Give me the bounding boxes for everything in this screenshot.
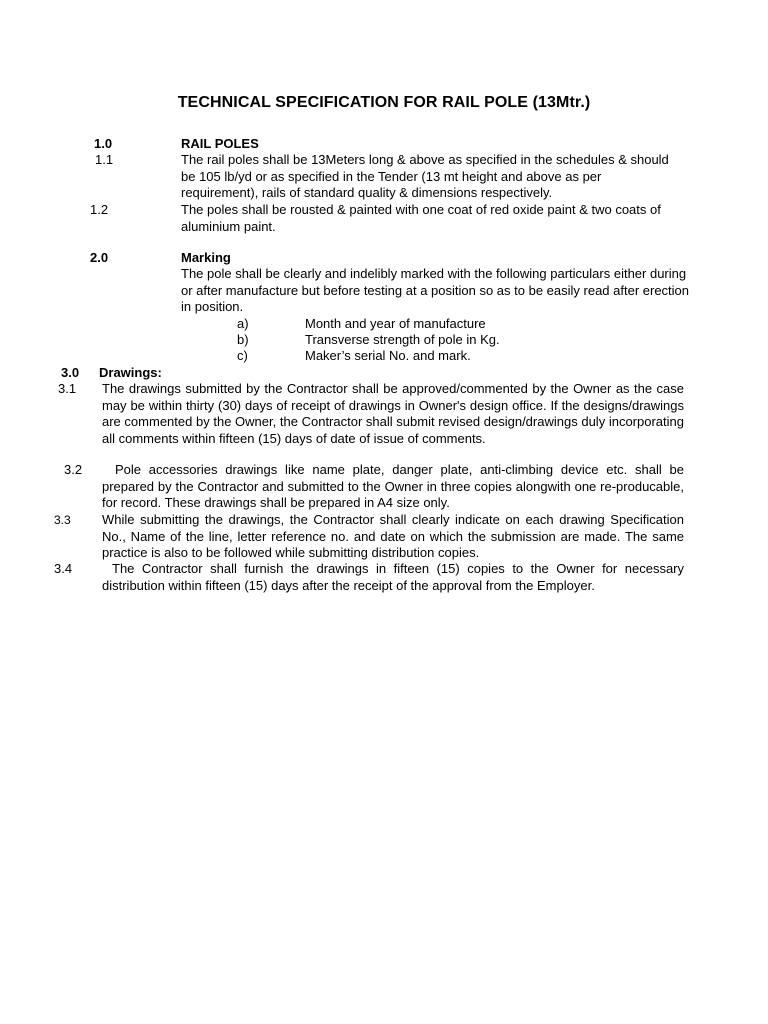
list-label-c: c) <box>237 348 248 363</box>
list-text-a: Month and year of manufacture <box>305 316 486 331</box>
document-title: TECHNICAL SPECIFICATION FOR RAIL POLE (13Mtr.) <box>177 94 591 111</box>
item-3-1-number: 3.1 <box>58 381 77 396</box>
list-text-c: Maker’s serial No. and mark. <box>305 348 471 363</box>
item-3-2-text: Pole accessories drawings like name plate, danger plate, anti-climbing device etc. shall be prepared by the Contractor and submitted to the Owner in three copies alongwith one re-producable, for record. These drawings shall be prepared in A4 size only. <box>102 462 684 510</box>
item-3-4-text: The Contractor shall furnish the drawings in fifteen (15) copies to the Owner for necessary distribution within fifteen (15) days after the receipt of the approval from the Employer. <box>102 561 684 593</box>
item-1-2-text: The poles shall be rousted & painted with one coat of red oxide paint & two coats of aluminium paint. <box>181 202 661 234</box>
item-1-1-number: 1.1 <box>95 152 114 167</box>
list-label-a: a) <box>237 316 249 331</box>
section-3-number: 3.0 <box>61 365 80 380</box>
list-text-b: Transverse strength of pole in Kg. <box>305 332 500 347</box>
item-3-1-text: The drawings submitted by the Contractor shall be approved/commented by the Owner as the case may be within thirty (30) days of receipt of drawings in Owner's design office. If the designs/drawings are commented by the Owner, the Contractor shall submit revised design/drawings duly incorporating all comments within fifteen (15) days of date of issue of comments. <box>102 381 684 446</box>
list-label-b: b) <box>237 332 249 347</box>
item-1-1-text: The rail poles shall be 13Meters long & above as specified in the schedules & should be 105 lb/yd or as specified in the Tender (13 mt height and above as per requirement), rails of standard quality & dimensions respectively. <box>181 152 669 200</box>
item-3-3-number: 3.3 <box>54 513 71 527</box>
item-1-2-number: 1.2 <box>90 202 109 217</box>
item-3-4-number: 3.4 <box>54 561 73 576</box>
section-2-heading: Marking <box>181 250 231 265</box>
section-1-heading: RAIL POLES <box>181 136 259 151</box>
item-3-3-text: While submitting the drawings, the Contractor shall clearly indicate on each drawing Specification No., Name of the line, letter reference no. and date on which the submission are made. The same practice is also to be followed while submitting distribution copies. <box>102 512 684 560</box>
section-2-text: The pole shall be clearly and indelibly marked with the following particulars either during or after manufacture but before testing at a position so as to be easily read after erection in position. <box>181 266 690 314</box>
section-1-number: 1.0 <box>94 136 113 151</box>
section-2-number: 2.0 <box>90 250 109 265</box>
section-3-heading: Drawings: <box>99 365 162 380</box>
item-3-2-number: 3.2 <box>64 462 83 477</box>
